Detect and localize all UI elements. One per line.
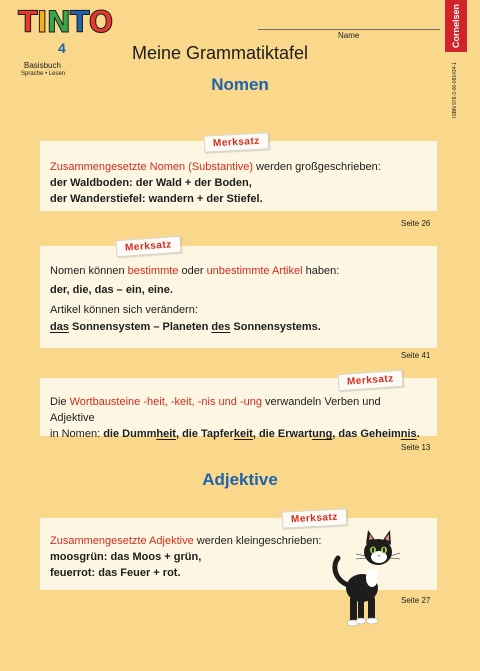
merksatz-stamp: Merksatz [337, 370, 403, 391]
merksatz-stamp: Merksatz [115, 236, 181, 257]
logo-letter: O [88, 5, 113, 39]
word-stem: die Dumm [103, 428, 157, 440]
rule-text [50, 426, 427, 442]
rule-text-part: werden kleingeschrieben: [193, 535, 322, 547]
merksatz-stamp: Merksatz [204, 132, 270, 152]
name-label: Name [338, 31, 360, 40]
example-line [50, 319, 427, 335]
highlight-text: Zusammengesetzte Adjektive [50, 535, 194, 547]
highlight-text: Wortbausteine -heit, -keit, -nis und -ung [69, 396, 262, 408]
separator: , [252, 428, 259, 440]
page-reference: Seite 26 [401, 219, 431, 228]
word-stem: die Tapfer [182, 428, 234, 440]
rule-text-part: in Nomen: [50, 428, 104, 440]
word-stem: das Geheim [338, 428, 401, 440]
rule-text-part: Die [50, 396, 70, 408]
logo-letter: T [69, 5, 89, 39]
publisher-logo [445, 0, 467, 52]
word-suffix: ung [312, 428, 333, 440]
underlined-article: des [211, 321, 231, 333]
example-part: Sonnensystems. [230, 321, 321, 333]
section-title-adjektive: Adjektive [202, 470, 278, 489]
rule-text-part: verwandeln Verben und Adjektive [50, 396, 381, 424]
highlight-text: bestimmte [127, 265, 179, 277]
logo-letter: T [18, 5, 37, 39]
separator: . [416, 428, 420, 440]
example-line: der Wanderstiefel: wandern + der Stiefel. [50, 193, 263, 205]
example-line: feuerrot: das Feuer + rot. [50, 567, 181, 579]
tinto-logo [18, 5, 118, 83]
highlight-text: unbestimmte Artikel [206, 265, 303, 277]
logo-subtitle: Basisbuch [24, 61, 61, 70]
example-line: moosgrün: das Moos + grün, [50, 551, 202, 563]
rule-text [50, 159, 427, 175]
rule-text-part: werden großgeschrieben: [252, 161, 381, 173]
rule-text-part: Nomen können [50, 265, 128, 277]
separator: , [332, 428, 339, 440]
rule-text [50, 263, 427, 279]
example-part: Sonnensystem – Planeten [68, 321, 212, 333]
separator: , [175, 428, 183, 440]
rule-text-part: oder [178, 265, 207, 277]
publisher-name: Cornelsen [451, 3, 461, 49]
merksatz-stamp: Merksatz [282, 508, 348, 528]
logo-number: 4 [58, 40, 66, 56]
name-line[interactable] [258, 29, 440, 30]
example-line: der, die, das – ein, eine. [50, 284, 173, 296]
highlight-text: Zusammengesetzte Nomen (Substantive) [50, 161, 253, 173]
page-reference: Seite 41 [401, 351, 431, 360]
section-title-nomen: Nomen [211, 75, 269, 94]
rule-text: Artikel können sich verändern: [50, 304, 198, 316]
page-reference: Seite 27 [401, 596, 431, 605]
word-suffix: heit [156, 428, 176, 440]
logo-letter: N [46, 5, 70, 39]
logo-subtitle-2: Sprache • Lesen [21, 71, 66, 77]
page-title: Meine Grammatiktafel [132, 43, 309, 63]
rule-card-1 [40, 141, 437, 211]
rule-text [50, 394, 427, 426]
underlined-article: das [50, 321, 69, 333]
rule-card-2 [40, 246, 437, 348]
logo-letter: I [36, 5, 47, 39]
example-line: der Waldboden: der Wald + der Boden, [50, 177, 252, 189]
example-word [103, 428, 420, 440]
word-suffix: nis [400, 428, 417, 440]
cat-illustration [328, 526, 408, 630]
rule-text-part: haben: [302, 265, 340, 277]
isbn: ISBN 978-3-06-081434-1 [452, 62, 458, 118]
word-suffix: keit [233, 428, 253, 440]
word-stem: die Erwart [258, 428, 313, 440]
page-reference: Seite 13 [401, 443, 431, 452]
logo-wordmark [18, 5, 113, 39]
